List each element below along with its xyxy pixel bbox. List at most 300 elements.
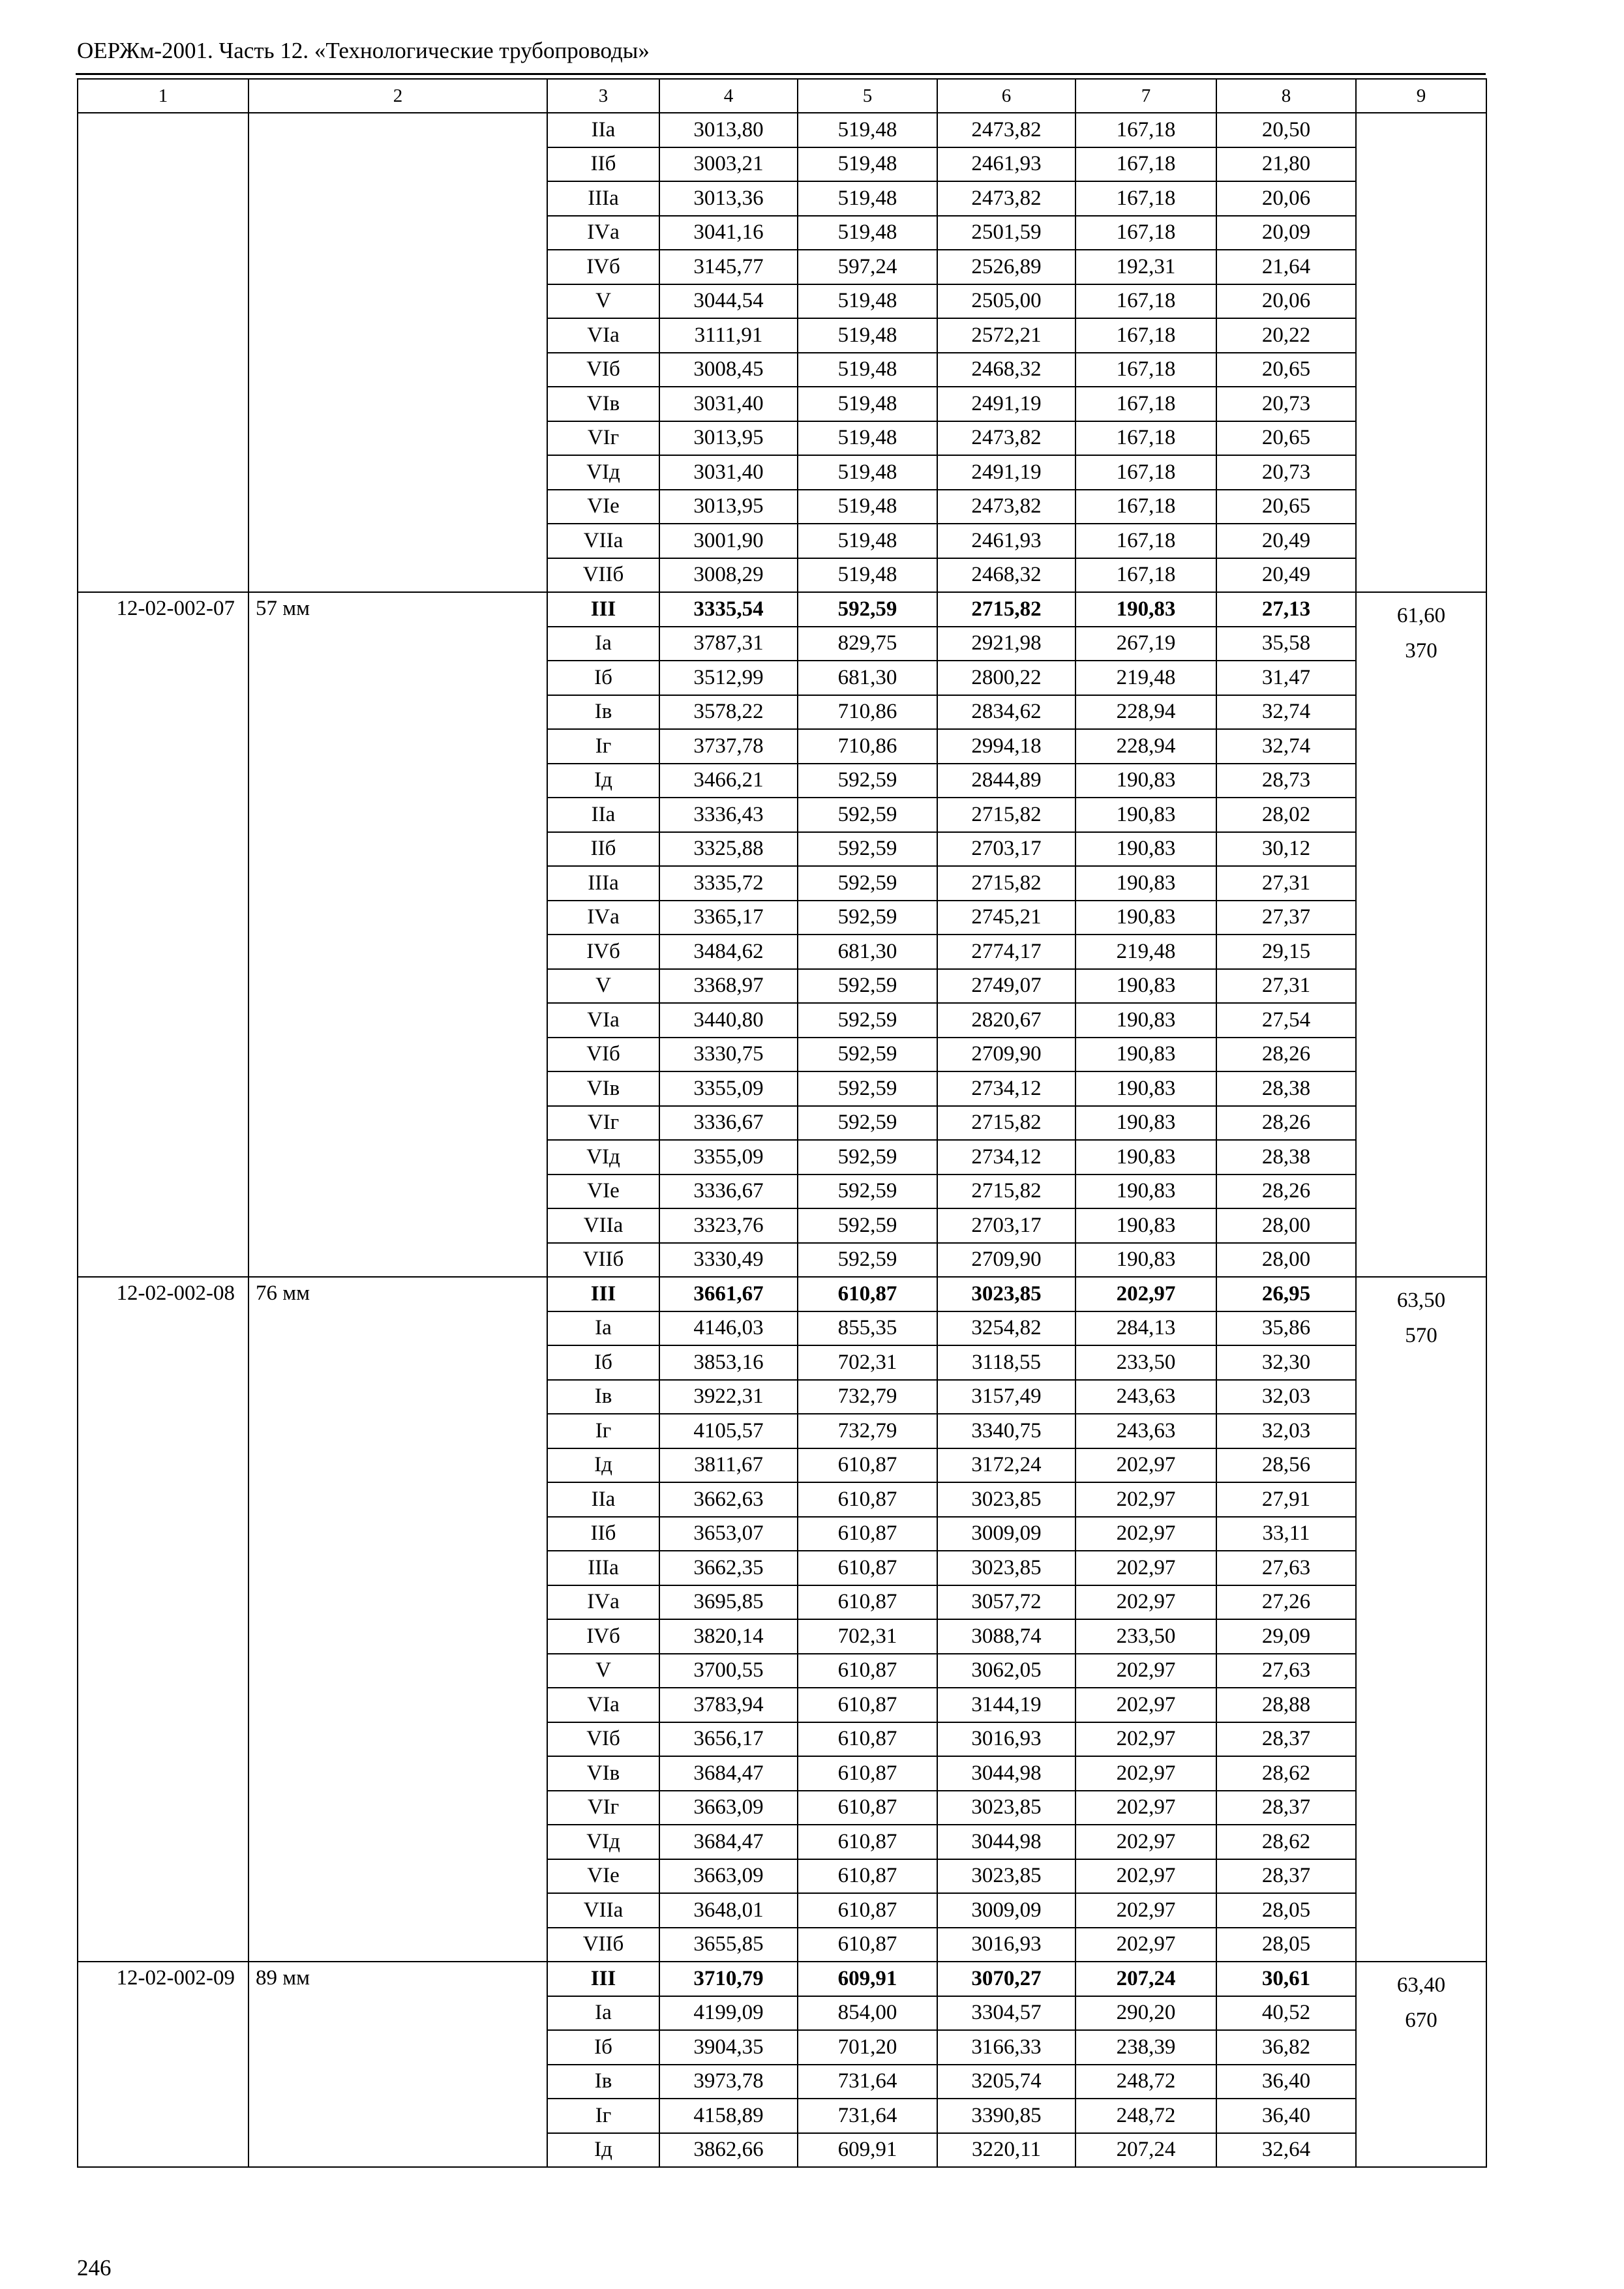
value-cell-col5: 610,87	[798, 1654, 937, 1688]
value-cell-col4: 3973,78	[659, 2065, 798, 2099]
value-cell-col5: 610,87	[798, 1928, 937, 1962]
zone-label-cell: VIд	[547, 455, 659, 490]
value-cell-col7: 190,83	[1075, 901, 1216, 935]
zone-label-cell: VIб	[547, 353, 659, 387]
value-cell-col8: 28,26	[1216, 1106, 1356, 1141]
value-cell-col5: 519,48	[798, 387, 937, 421]
column-number: 8	[1216, 79, 1356, 113]
value-cell-col7: 190,83	[1075, 832, 1216, 867]
value-cell-col6: 2715,82	[937, 1174, 1075, 1209]
pipe-size-cell	[248, 113, 547, 592]
value-cell-col6: 3172,24	[937, 1448, 1075, 1483]
value-cell-col7: 290,20	[1075, 1996, 1216, 2031]
value-cell-col6: 2468,32	[937, 558, 1075, 593]
value-cell-col7: 190,83	[1075, 592, 1216, 627]
value-cell-col6: 2461,93	[937, 147, 1075, 182]
value-cell-col8: 21,64	[1216, 250, 1356, 284]
value-cell-col4: 3695,85	[659, 1585, 798, 1620]
value-cell-col6: 3016,93	[937, 1722, 1075, 1757]
zone-label-cell: IIIа	[547, 866, 659, 901]
value-cell-col4: 3008,29	[659, 558, 798, 593]
value-cell-col8: 20,65	[1216, 490, 1356, 524]
page-number: 246	[77, 2255, 112, 2281]
value-cell-col7: 202,97	[1075, 1928, 1216, 1962]
column-number-row	[78, 79, 1486, 113]
col9-cell	[1356, 1277, 1486, 1962]
value-cell-col7: 190,83	[1075, 1003, 1216, 1038]
value-cell-col5: 681,30	[798, 935, 937, 969]
value-cell-col4: 3653,07	[659, 1517, 798, 1551]
value-cell-col7: 202,97	[1075, 1791, 1216, 1825]
value-cell-col8: 28,62	[1216, 1756, 1356, 1791]
value-cell-col6: 2715,82	[937, 592, 1075, 627]
value-cell-col5: 519,48	[798, 558, 937, 593]
value-cell-col6: 2774,17	[937, 935, 1075, 969]
value-cell-col4: 3330,49	[659, 1243, 798, 1278]
value-cell-col6: 2491,19	[937, 455, 1075, 490]
zone-label-cell: VIIа	[547, 524, 659, 558]
value-cell-col5: 702,31	[798, 1345, 937, 1380]
value-cell-col5: 732,79	[798, 1414, 937, 1448]
value-cell-col7: 202,97	[1075, 1825, 1216, 1859]
col9-value: 63,40	[1396, 1973, 1446, 1997]
value-cell-col6: 2820,67	[937, 1003, 1075, 1038]
value-cell-col8: 30,61	[1216, 1962, 1356, 1996]
zone-label-cell: VIб	[547, 1722, 659, 1757]
column-number: 2	[248, 79, 547, 113]
value-cell-col6: 3062,05	[937, 1654, 1075, 1688]
zone-label-cell: Iв	[547, 695, 659, 730]
value-cell-col5: 519,48	[798, 113, 937, 147]
value-cell-col7: 190,83	[1075, 764, 1216, 798]
zone-label-cell: IIа	[547, 1482, 659, 1517]
value-cell-col5: 854,00	[798, 1996, 937, 2031]
value-cell-col6: 3070,27	[937, 1962, 1075, 1996]
value-cell-col7: 167,18	[1075, 490, 1216, 524]
value-cell-col4: 3787,31	[659, 627, 798, 661]
value-cell-col7: 248,72	[1075, 2065, 1216, 2099]
zone-label-cell: VIIб	[547, 1928, 659, 1962]
zone-label-cell: VIIа	[547, 1893, 659, 1928]
zone-label-cell: Iв	[547, 1380, 659, 1414]
value-cell-col8: 27,63	[1216, 1654, 1356, 1688]
rate-code-cell: 12-02-002-09	[78, 1962, 248, 2167]
rates-table	[77, 78, 1487, 2168]
value-cell-col5: 519,48	[798, 490, 937, 524]
value-cell-col8: 27,37	[1216, 901, 1356, 935]
value-cell-col7: 190,83	[1075, 1174, 1216, 1209]
value-cell-col5: 519,48	[798, 216, 937, 250]
zone-label-cell: VIIа	[547, 1208, 659, 1243]
column-number: 4	[659, 79, 798, 113]
value-cell-col6: 3088,74	[937, 1619, 1075, 1654]
value-cell-col4: 3145,77	[659, 250, 798, 284]
value-cell-col4: 3661,67	[659, 1277, 798, 1311]
value-cell-col7: 167,18	[1075, 524, 1216, 558]
zone-label-cell: VIг	[547, 421, 659, 456]
value-cell-col6: 3023,85	[937, 1482, 1075, 1517]
value-cell-col6: 2526,89	[937, 250, 1075, 284]
value-cell-col6: 3009,09	[937, 1893, 1075, 1928]
value-cell-col5: 519,48	[798, 455, 937, 490]
value-cell-col8: 20,22	[1216, 318, 1356, 353]
value-cell-col7: 219,48	[1075, 935, 1216, 969]
value-cell-col6: 3390,85	[937, 2099, 1075, 2133]
value-cell-col7: 167,18	[1075, 216, 1216, 250]
value-cell-col5: 609,91	[798, 1962, 937, 1996]
value-cell-col8: 20,09	[1216, 216, 1356, 250]
value-cell-col6: 2473,82	[937, 181, 1075, 216]
zone-label-cell: VIIб	[547, 558, 659, 593]
pipe-size-cell: 57 мм	[248, 592, 547, 1277]
zone-label-cell: IIIа	[547, 181, 659, 216]
value-cell-col8: 28,37	[1216, 1722, 1356, 1757]
zone-label-cell: Iг	[547, 729, 659, 764]
table-body	[78, 79, 1486, 2167]
value-cell-col7: 202,97	[1075, 1551, 1216, 1585]
value-cell-col7: 233,50	[1075, 1345, 1216, 1380]
value-cell-col6: 2473,82	[937, 113, 1075, 147]
value-cell-col7: 248,72	[1075, 2099, 1216, 2133]
zone-label-cell: III	[547, 1962, 659, 1996]
zone-label-cell: V	[547, 284, 659, 319]
value-cell-col5: 519,48	[798, 421, 937, 456]
value-cell-col8: 20,73	[1216, 387, 1356, 421]
zone-label-cell: VIг	[547, 1791, 659, 1825]
value-cell-col8: 20,06	[1216, 181, 1356, 216]
value-cell-col6: 2709,90	[937, 1038, 1075, 1072]
value-cell-col8: 28,38	[1216, 1071, 1356, 1106]
value-cell-col8: 20,65	[1216, 421, 1356, 456]
zone-label-cell: VIа	[547, 1003, 659, 1038]
value-cell-col5: 592,59	[798, 969, 937, 1004]
value-cell-col4: 3484,62	[659, 935, 798, 969]
value-cell-col5: 610,87	[798, 1825, 937, 1859]
zone-label-cell: IVа	[547, 901, 659, 935]
value-cell-col8: 32,74	[1216, 695, 1356, 730]
pipe-size-cell: 76 мм	[248, 1277, 547, 1962]
zone-label-cell: VIг	[547, 1106, 659, 1141]
value-cell-col7: 167,18	[1075, 113, 1216, 147]
zone-label-cell: V	[547, 969, 659, 1004]
header-rule	[76, 73, 1486, 75]
value-cell-col7: 207,24	[1075, 2133, 1216, 2168]
value-cell-col7: 167,18	[1075, 147, 1216, 182]
value-cell-col6: 3166,33	[937, 2030, 1075, 2065]
value-cell-col5: 610,87	[798, 1756, 937, 1791]
value-cell-col4: 3440,80	[659, 1003, 798, 1038]
value-cell-col8: 28,26	[1216, 1038, 1356, 1072]
value-cell-col4: 3648,01	[659, 1893, 798, 1928]
zone-label-cell: Iа	[547, 1311, 659, 1346]
value-cell-col8: 26,95	[1216, 1277, 1356, 1311]
value-cell-col6: 3340,75	[937, 1414, 1075, 1448]
value-cell-col7: 190,83	[1075, 1071, 1216, 1106]
value-cell-col8: 28,73	[1216, 764, 1356, 798]
value-cell-col7: 238,39	[1075, 2030, 1216, 2065]
value-cell-col6: 2703,17	[937, 832, 1075, 867]
value-cell-col8: 28,02	[1216, 798, 1356, 832]
value-cell-col4: 3512,99	[659, 661, 798, 695]
value-cell-col7: 167,18	[1075, 353, 1216, 387]
zone-label-cell: Iб	[547, 1345, 659, 1380]
rate-code-cell	[78, 113, 248, 592]
value-cell-col6: 3044,98	[937, 1825, 1075, 1859]
value-cell-col8: 28,26	[1216, 1174, 1356, 1209]
zone-label-cell: Iб	[547, 661, 659, 695]
value-cell-col4: 3031,40	[659, 387, 798, 421]
value-cell-col6: 2473,82	[937, 421, 1075, 456]
value-cell-col8: 36,40	[1216, 2065, 1356, 2099]
value-cell-col5: 610,87	[798, 1585, 937, 1620]
value-cell-col8: 28,56	[1216, 1448, 1356, 1483]
zone-label-cell: IIб	[547, 832, 659, 867]
zone-label-cell: III	[547, 592, 659, 627]
zone-label-cell: VIв	[547, 1756, 659, 1791]
value-cell-col8: 28,37	[1216, 1791, 1356, 1825]
value-cell-col7: 202,97	[1075, 1859, 1216, 1894]
value-cell-col7: 167,18	[1075, 421, 1216, 456]
value-cell-col8: 29,15	[1216, 935, 1356, 969]
value-cell-col4: 3013,95	[659, 490, 798, 524]
value-cell-col8: 35,58	[1216, 627, 1356, 661]
value-cell-col7: 190,83	[1075, 1106, 1216, 1141]
value-cell-col5: 519,48	[798, 181, 937, 216]
zone-label-cell: Iд	[547, 1448, 659, 1483]
value-cell-col4: 3862,66	[659, 2133, 798, 2168]
value-cell-col5: 855,35	[798, 1311, 937, 1346]
value-cell-col8: 20,49	[1216, 558, 1356, 593]
value-cell-col6: 2734,12	[937, 1071, 1075, 1106]
zone-label-cell: V	[547, 1654, 659, 1688]
value-cell-col7: 228,94	[1075, 695, 1216, 730]
value-cell-col7: 190,83	[1075, 1208, 1216, 1243]
zone-label-cell: VIд	[547, 1825, 659, 1859]
value-cell-col7: 167,18	[1075, 181, 1216, 216]
value-cell-col5: 519,48	[798, 524, 937, 558]
value-cell-col4: 3662,35	[659, 1551, 798, 1585]
value-cell-col7: 284,13	[1075, 1311, 1216, 1346]
col9-value: 570	[1405, 1324, 1437, 1347]
value-cell-col5: 610,87	[798, 1893, 937, 1928]
value-cell-col6: 3009,09	[937, 1517, 1075, 1551]
value-cell-col8: 30,12	[1216, 832, 1356, 867]
column-number: 1	[78, 79, 248, 113]
value-cell-col5: 610,87	[798, 1722, 937, 1757]
value-cell-col8: 29,09	[1216, 1619, 1356, 1654]
page-header: ОЕРЖм-2001. Часть 12. «Технологические трубопроводы»	[77, 38, 650, 63]
value-cell-col5: 701,20	[798, 2030, 937, 2065]
zone-label-cell: Iг	[547, 2099, 659, 2133]
zone-label-cell: VIа	[547, 1688, 659, 1722]
value-cell-col4: 3003,21	[659, 147, 798, 182]
value-cell-col7: 202,97	[1075, 1654, 1216, 1688]
zone-label-cell: IVа	[547, 216, 659, 250]
value-cell-col5: 592,59	[798, 866, 937, 901]
value-cell-col4: 3820,14	[659, 1619, 798, 1654]
zone-label-cell: IIа	[547, 113, 659, 147]
value-cell-col8: 33,11	[1216, 1517, 1356, 1551]
value-cell-col5: 519,48	[798, 318, 937, 353]
value-cell-col5: 592,59	[798, 1208, 937, 1243]
value-cell-col4: 3684,47	[659, 1756, 798, 1791]
value-cell-col7: 202,97	[1075, 1722, 1216, 1757]
col9-value: 670	[1405, 2009, 1437, 2032]
value-cell-col4: 3335,54	[659, 592, 798, 627]
value-cell-col5: 592,59	[798, 764, 937, 798]
value-cell-col6: 3254,82	[937, 1311, 1075, 1346]
zone-label-cell: Iа	[547, 627, 659, 661]
value-cell-col7: 167,18	[1075, 455, 1216, 490]
value-cell-col6: 2715,82	[937, 1106, 1075, 1141]
rate-code-cell: 12-02-002-07	[78, 592, 248, 1277]
value-cell-col4: 4158,89	[659, 2099, 798, 2133]
value-cell-col4: 3737,78	[659, 729, 798, 764]
value-cell-col8: 32,03	[1216, 1414, 1356, 1448]
zone-label-cell: IVб	[547, 935, 659, 969]
zone-label-cell: Iа	[547, 1996, 659, 2031]
value-cell-col4: 3330,75	[659, 1038, 798, 1072]
value-cell-col8: 20,73	[1216, 455, 1356, 490]
value-cell-col5: 610,87	[798, 1859, 937, 1894]
value-cell-col7: 167,18	[1075, 318, 1216, 353]
value-cell-col7: 190,83	[1075, 1038, 1216, 1072]
value-cell-col5: 702,31	[798, 1619, 937, 1654]
zone-label-cell: VIе	[547, 1174, 659, 1209]
value-cell-col4: 3684,47	[659, 1825, 798, 1859]
table-row	[78, 113, 1486, 147]
table-row	[78, 1962, 1486, 1996]
value-cell-col8: 28,38	[1216, 1140, 1356, 1174]
value-cell-col4: 3655,85	[659, 1928, 798, 1962]
zone-label-cell: IIа	[547, 798, 659, 832]
zone-label-cell: Iв	[547, 2065, 659, 2099]
value-cell-col5: 610,87	[798, 1277, 937, 1311]
zone-label-cell: IIб	[547, 147, 659, 182]
value-cell-col6: 3044,98	[937, 1756, 1075, 1791]
value-cell-col8: 28,00	[1216, 1208, 1356, 1243]
pipe-size-cell: 89 мм	[248, 1962, 547, 2167]
value-cell-col6: 2715,82	[937, 866, 1075, 901]
value-cell-col4: 3323,76	[659, 1208, 798, 1243]
value-cell-col7: 167,18	[1075, 387, 1216, 421]
value-cell-col5: 592,59	[798, 1106, 937, 1141]
value-cell-col4: 3922,31	[659, 1380, 798, 1414]
value-cell-col4: 3662,63	[659, 1482, 798, 1517]
value-cell-col7: 243,63	[1075, 1414, 1216, 1448]
value-cell-col7: 228,94	[1075, 729, 1216, 764]
zone-label-cell: VIIб	[547, 1243, 659, 1278]
value-cell-col4: 3355,09	[659, 1071, 798, 1106]
value-cell-col7: 190,83	[1075, 969, 1216, 1004]
zone-label-cell: Iг	[547, 1414, 659, 1448]
zone-label-cell: IVб	[547, 250, 659, 284]
value-cell-col4: 3355,09	[659, 1140, 798, 1174]
value-cell-col6: 3016,93	[937, 1928, 1075, 1962]
value-cell-col6: 3157,49	[937, 1380, 1075, 1414]
zone-label-cell: VIд	[547, 1140, 659, 1174]
value-cell-col4: 3325,88	[659, 832, 798, 867]
value-cell-col5: 519,48	[798, 147, 937, 182]
value-cell-col4: 3663,09	[659, 1791, 798, 1825]
value-cell-col7: 167,18	[1075, 558, 1216, 593]
value-cell-col7: 202,97	[1075, 1482, 1216, 1517]
value-cell-col4: 3368,97	[659, 969, 798, 1004]
value-cell-col4: 3904,35	[659, 2030, 798, 2065]
value-cell-col7: 190,83	[1075, 866, 1216, 901]
value-cell-col7: 167,18	[1075, 284, 1216, 319]
value-cell-col6: 3205,74	[937, 2065, 1075, 2099]
value-cell-col6: 3023,85	[937, 1551, 1075, 1585]
col9-cell	[1356, 592, 1486, 1277]
value-cell-col5: 592,59	[798, 1140, 937, 1174]
value-cell-col8: 20,06	[1216, 284, 1356, 319]
value-cell-col5: 519,48	[798, 284, 937, 319]
value-cell-col7: 190,83	[1075, 798, 1216, 832]
value-cell-col4: 4146,03	[659, 1311, 798, 1346]
value-cell-col6: 2994,18	[937, 729, 1075, 764]
value-cell-col4: 3578,22	[659, 695, 798, 730]
zone-label-cell: IVа	[547, 1585, 659, 1620]
value-cell-col4: 3013,80	[659, 113, 798, 147]
zone-label-cell: Iб	[547, 2030, 659, 2065]
value-cell-col8: 35,86	[1216, 1311, 1356, 1346]
value-cell-col7: 233,50	[1075, 1619, 1216, 1654]
value-cell-col8: 27,54	[1216, 1003, 1356, 1038]
value-cell-col6: 2745,21	[937, 901, 1075, 935]
value-cell-col8: 27,63	[1216, 1551, 1356, 1585]
value-cell-col6: 2844,89	[937, 764, 1075, 798]
value-cell-col5: 592,59	[798, 1243, 937, 1278]
value-cell-col8: 27,13	[1216, 592, 1356, 627]
zone-label-cell: IIIа	[547, 1551, 659, 1585]
col9-value: 61,60	[1396, 604, 1446, 627]
value-cell-col4: 3336,67	[659, 1174, 798, 1209]
col9-cell	[1356, 113, 1486, 592]
value-cell-col7: 243,63	[1075, 1380, 1216, 1414]
column-number: 9	[1356, 79, 1486, 113]
value-cell-col5: 592,59	[798, 798, 937, 832]
value-cell-col7: 207,24	[1075, 1962, 1216, 1996]
value-cell-col8: 32,74	[1216, 729, 1356, 764]
value-cell-col4: 3031,40	[659, 455, 798, 490]
value-cell-col4: 3336,43	[659, 798, 798, 832]
value-cell-col5: 829,75	[798, 627, 937, 661]
value-cell-col4: 3336,67	[659, 1106, 798, 1141]
value-cell-col6: 3023,85	[937, 1791, 1075, 1825]
value-cell-col4: 3044,54	[659, 284, 798, 319]
value-cell-col7: 267,19	[1075, 627, 1216, 661]
column-number: 5	[798, 79, 937, 113]
col9-value: 370	[1405, 639, 1437, 663]
zone-label-cell: Iд	[547, 2133, 659, 2168]
value-cell-col6: 3023,85	[937, 1859, 1075, 1894]
value-cell-col4: 3365,17	[659, 901, 798, 935]
value-cell-col7: 190,83	[1075, 1140, 1216, 1174]
value-cell-col7: 190,83	[1075, 1243, 1216, 1278]
value-cell-col6: 2715,82	[937, 798, 1075, 832]
zone-label-cell: VIб	[547, 1038, 659, 1072]
value-cell-col8: 32,03	[1216, 1380, 1356, 1414]
value-cell-col8: 31,47	[1216, 661, 1356, 695]
zone-label-cell: IVб	[547, 1619, 659, 1654]
col9-value: 63,50	[1396, 1289, 1446, 1312]
value-cell-col6: 2505,00	[937, 284, 1075, 319]
value-cell-col7: 202,97	[1075, 1517, 1216, 1551]
value-cell-col7: 202,97	[1075, 1585, 1216, 1620]
value-cell-col4: 4105,57	[659, 1414, 798, 1448]
value-cell-col8: 27,26	[1216, 1585, 1356, 1620]
